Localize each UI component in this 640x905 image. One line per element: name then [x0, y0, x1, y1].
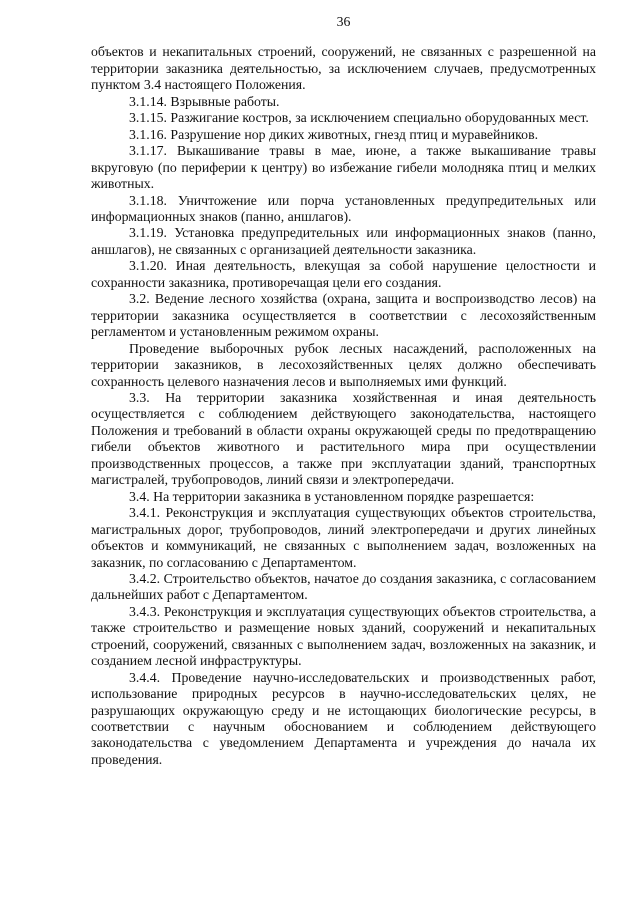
paragraph-3-1-15: 3.1.15. Разжигание костров, за исключением специально оборудованных мест. [129, 110, 589, 126]
paragraph-3-1-20: 3.1.20. Иная деятельность, влекущая за собой нарушение целостности и сохранности заказника, противоречащая цели его создания. [91, 258, 596, 290]
paragraph-3-2: 3.2. Ведение лесного хозяйства (охрана, защита и воспроизводство лесов) на территории заказника осуществляется в соответствии с лесохозяйственным регламентом и установленным режимом охраны. [91, 291, 596, 340]
paragraph-3-4: 3.4. На территории заказника в установленном порядке разрешается: [129, 488, 535, 504]
paragraph-3-1-18: 3.1.18. Уничтожение или порча установленных предупредительных или информационных знаков (панно, аншлагов). [91, 192, 596, 224]
paragraph-3-4-2: 3.4.2. Строительство объектов, начатое до создания заказника, с согласованием дальнейших работ с Департаментом. [91, 570, 596, 603]
paragraph-3-1-14: 3.1.14. Взрывные работы. [129, 93, 280, 109]
paragraph-3-4-4: 3.4.4. Проведение научно-исследовательских и производственных работ, использование природных ресурсов в научно-исследовательских целях, не разрушающих окружающую среду и не истощающих биологические ресурсы, в соответствии с научным обоснованием и соблюдением действующего законодательства с уведомлением Департамента и учреждения до начала их проведения. [91, 669, 596, 767]
paragraph-3-2-selective-felling: Проведение выборочных рубок лесных насаждений, расположенных на территории заказников, в лесохозяйственных целях должно обеспечивать сохранность целевого назначения лесов и выполняемых ими функций. [91, 340, 596, 389]
paragraph-3-1-17: 3.1.17. Выкашивание травы в мае, июне, а также выкашивание травы вкруговую (по периферии к центру) во избежание гибели молодняка птиц и мелких животных. [91, 143, 596, 192]
paragraph-3-1-16: 3.1.16. Разрушение нор диких животных, гнезд птиц и муравейников. [129, 126, 539, 142]
paragraph-3-4-3: 3.4.3. Реконструкция и эксплуатация существующих объектов строительства, а также строительство и размещение новых зданий, сооружений и некапитальных строений, сооружений, связанных с выполнением задач, возложенных на заказник, и созданием лесной инфраструктуры. [91, 603, 596, 669]
paragraph-3-4-1: 3.4.1. Реконструкция и эксплуатация существующих объектов строительства, магистральных дорог, трубопроводов, линий электропередачи и других линейных объектов и коммуникаций, не связанных с выполнением задач, возложенных на заказник, по согласованию с Департаментом. [91, 505, 596, 570]
paragraph-3-1-19: 3.1.19. Установка предупредительных или информационных знаков (панно, аншлагов), не связанных с организацией деятельности заказника. [91, 225, 596, 257]
paragraph-continuation: объектов и некапитальных строений, сооружений, не связанных с разрешенной на территории заказника деятельностью, за исключением случаев, предусмотренных пунктом 3.4 настоящего Положения. [91, 44, 596, 93]
page-number: 36 [336, 14, 351, 29]
paragraph-3-3: 3.3. На территории заказника хозяйственная и иная деятельность осуществляется с соблюдением действующего законодательства, настоящего Положения и требований в области охраны окружающей среды по предотвращению гибели объектов животного и растительного мира при осуществлении производственных процессов, а также при эксплуатации зданий, транспортных магистралей, трубопроводов, линий связи и электропередачи. [91, 389, 596, 488]
document-page [91, 14, 596, 768]
